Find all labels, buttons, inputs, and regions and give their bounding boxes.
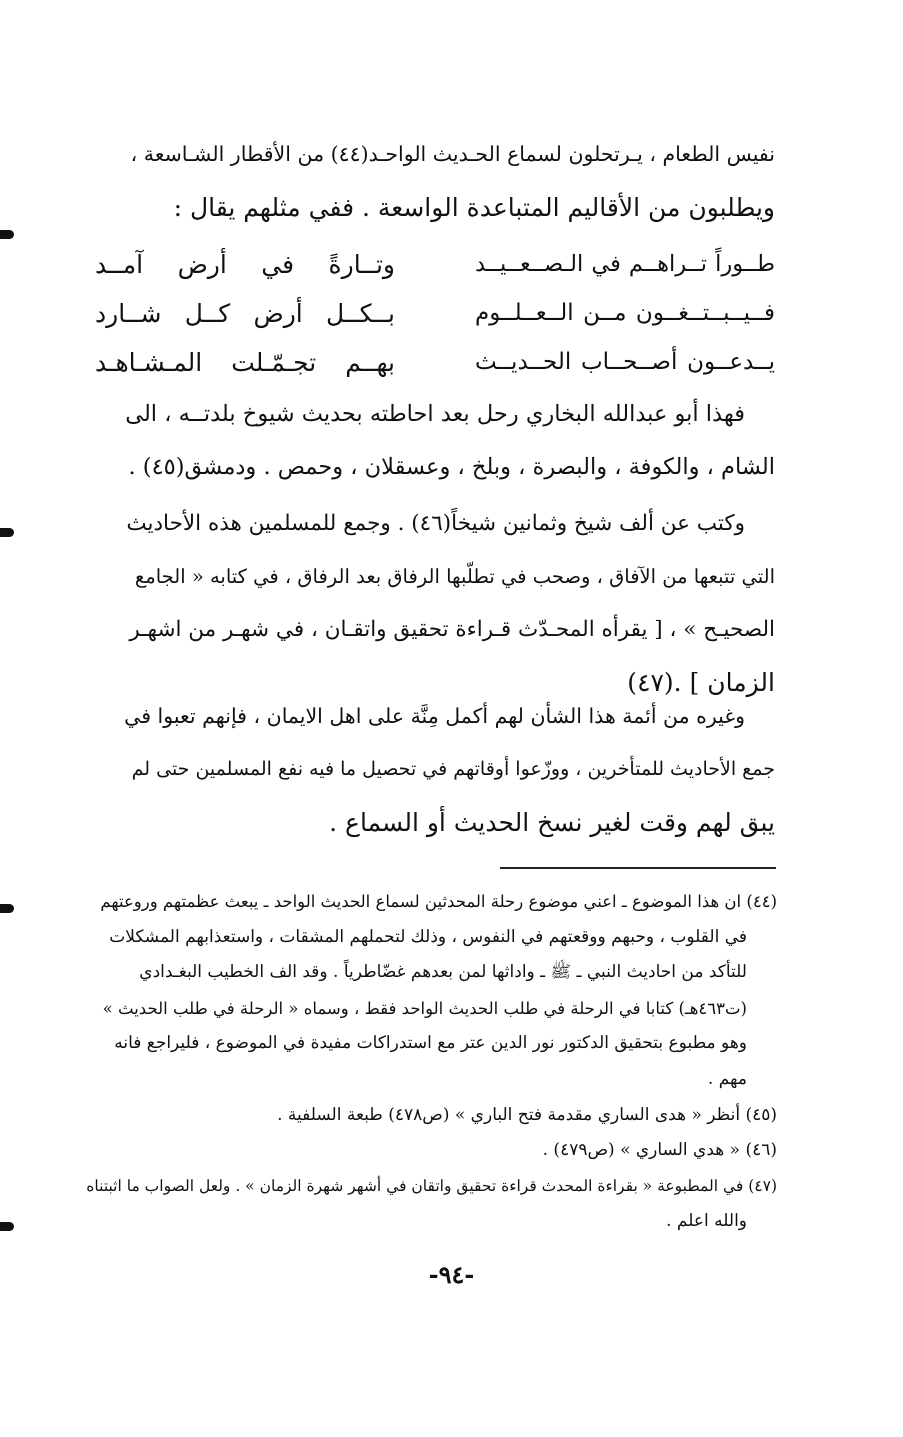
text-line: فهذا أبو عبدالله البخاري رحل بعد احاطته بحديث شيوخ بلدتــه ، الى <box>125 401 745 427</box>
text-line: جمع الأحاديث للمتأخرين ، ووزّعوا أوقاتهم في تحصيل ما فيه نفع المسلمين حتى لم <box>131 758 775 780</box>
text-line: وغيره من أئمة هذا الشأن لهم أكمل مِنَّة على اهل الايمان ، فإنهم تعبوا في <box>124 704 745 728</box>
verse-first-hemistich: يــدعــون أصــحــاب الحــديــث <box>475 349 775 375</box>
footnote-46: (٤٦) « هدي الساري » (ص٤٧٩) . <box>542 1140 777 1161</box>
text-line: الصحيـح » ، [ يقرأه المحـدّث قـراءة تحقيق واتقـان ، في شهـر من اشهـر <box>129 617 775 642</box>
text-line: وكتب عن ألف شيخ وثمانين شيخاً(٤٦) . وجمع للمسلمين هذه الأحاديث <box>126 511 745 536</box>
margin-mark <box>0 528 14 537</box>
paragraph-intro <box>125 128 775 234</box>
paragraph-imams <box>125 690 775 849</box>
verse-row <box>95 240 775 289</box>
text-line: الشام ، والكوفة ، والبصرة ، وبلخ ، وعسقلان ، وحمص . ودمشق(٤٥) . <box>128 454 775 480</box>
verse-row <box>95 289 775 338</box>
text-line: نفيس الطعام ، يـرتحلون لسماع الحـديث الواحـد(٤٤) من الأقطار الشـاسعة ، <box>130 142 775 166</box>
margin-mark <box>0 1222 14 1231</box>
verse-second-hemistich: وتــارةً في أرض آمــد <box>95 250 395 279</box>
margin-mark <box>0 230 14 239</box>
footnote-44-line: للتأكد من احاديث النبي ـ ﷺ ـ واداثها لمن بعدهم غضّاطرياً . وقد الف الخطيب البغـدادي <box>139 962 747 983</box>
footnote-44-line: وهو مطبوع بتحقيق الدكتور نور الدين عتر مع استدراكات مفيدة في الموضوع ، فليراجع فانه <box>114 1033 747 1054</box>
footnote-separator <box>500 867 776 869</box>
text-line: ويطلبون من الأقاليم المتباعدة الواسعة . ففي مثلهم يقال : <box>173 193 775 222</box>
footnote-44-line: في القلوب ، وحبهم ووقعتهم في النفوس ، وذلك لتحملهم المشقات ، واستعذابهم المشكلات <box>109 926 747 947</box>
verse-second-hemistich: بــكــل أرض كــل شــارد <box>95 299 395 328</box>
footnote-44: (٤٤) ان هذا الموضوع ـ اعني موضوع رحلة المحدثين لسماع الحديث الواحد ـ يبعث عظمتهم وروعتهم <box>100 892 777 911</box>
verse-row <box>95 338 775 387</box>
text-line: يبق لهم وقت لغير نسخ الحديث أو السماع . <box>329 808 775 837</box>
text-line: التي تتبعها من الآفاق ، وصحب في تطلّبها الرفاق بعد الرفاق ، في كتابه « الجامع <box>134 565 775 588</box>
paragraph-bukhari <box>125 388 775 494</box>
paragraph-sheikhs <box>125 497 775 709</box>
footnote-44-line: مهم . <box>707 1068 747 1089</box>
footnotes <box>87 884 777 1240</box>
verse-first-hemistich: طــوراً تــراهــم في الـصــعــيــد <box>475 251 775 277</box>
footnote-45: (٤٥) أنظر « هدى الساري مقدمة فتح الباري » (ص٤٧٨) طبعة السلفية . <box>277 1104 777 1125</box>
footnote-44-line: (ت٤٦٣هـ) كتابا في الرحلة في طلب الحديث الواحد فقط ، وسماه « الرحلة في طلب الحديث » <box>102 998 747 1018</box>
margin-mark <box>0 904 14 913</box>
poem <box>95 240 775 387</box>
page-number: -٩٤- <box>428 1260 475 1289</box>
footnote-47: (٤٧) في المطبوعة « بقراءة المحدث قراءة تحقيق واتقان في أشهر شهرة الزمان » . ولعل الصواب ما اثبتناه <box>86 1176 777 1195</box>
footnote-47-line: والله اعلم . <box>666 1211 747 1232</box>
text-line: الزمان ] .(٤٧) <box>627 668 775 697</box>
verse-second-hemistich: بهــم تجـمّـلت المـشـاهـد <box>95 348 395 377</box>
verse-first-hemistich: فــيــبــتــغــون مــن الــعــلــوم <box>475 300 775 326</box>
